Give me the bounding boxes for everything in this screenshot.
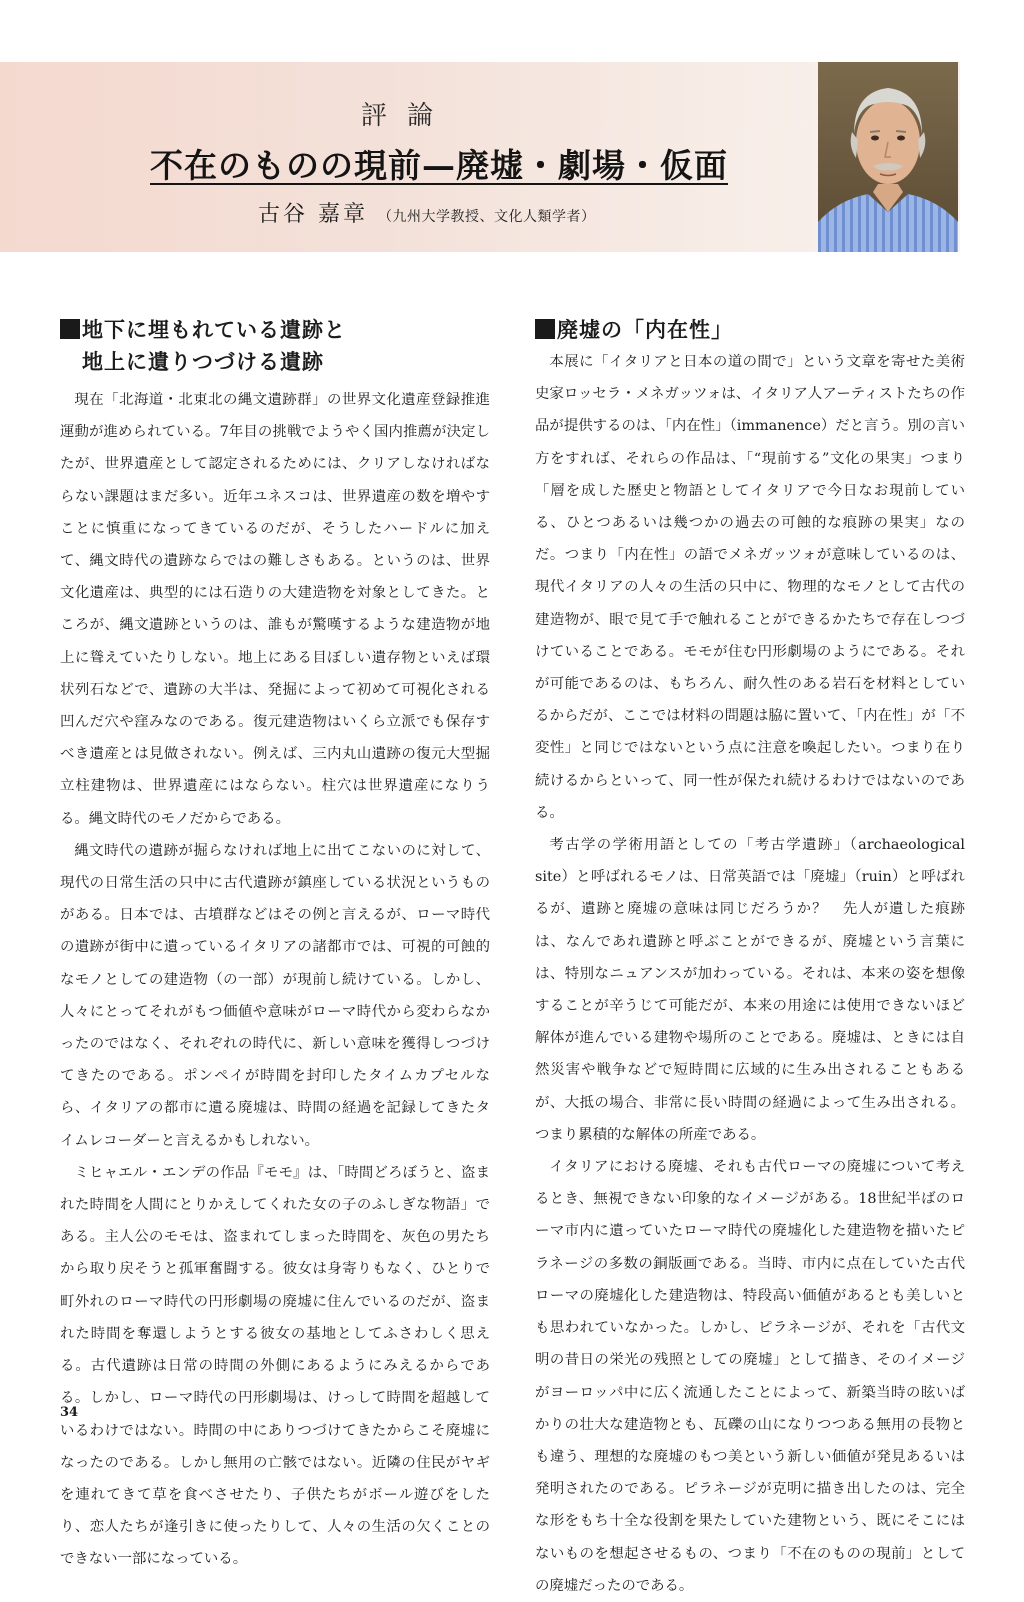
paragraph: 縄文時代の遺跡が掘らなければ地上に出てこないのに対して、現代の日常生活の只中に古代遺跡が鎮座している状況というものがある。日本では、古墳群などはその例と言えるが、ローマ時代の遺跡が街中に遺っているイタリアの諸都市では、可視的可蝕的なモノとしての建造物（の一部）が現前し続けている。しかし、人々にとってそれがもつ価値や意味がローマ時代から変わらなかったのではなく、それぞれの時代に、新しい意味を獲得しつづけてきたのである。ポンペイが時間を封印したタイムカプセルなら、イタリアの都市に遺る廃墟は、時間の経過を記録してきたタイムレコーダーと言えるかもしれない。 xyxy=(60,842,490,1149)
author-name: 古谷 嘉章 xyxy=(258,202,368,227)
black-square-icon xyxy=(535,319,555,339)
section-heading-line1: 地下に埋もれている遺跡と xyxy=(82,317,346,342)
black-square-icon xyxy=(60,319,80,339)
right-column xyxy=(535,314,965,1602)
paragraph: 本展に「イタリアと日本の道の間で」という文章を寄せた美術史家ロッセラ・メネガッツォは、イタリア人アーティストたちの作品が提供するのは、「内在性」（immanence）だと言う。別の言い方をすれば、それらの作品は、「“現前する”文化の果実」つまり「層を成した歴史と物語としてイタリアで今日なお現前している、ひとつあるいは幾つかの過去の可蝕的な痕跡の果実」なのだ。つまり「内在性」の語でメネガッツォが意味しているのは、現代イタリアの人々の生活の只中に、物理的なモノとして古代の建造物が、眼で見て手で触れることができるかたちで存在しつづけていることである。モモが住む円形劇場のようにである。それが可能であるのは、もちろん、耐久性のある岩石を材料としているからだが、ここでは材料の問題は脇に置いて、「内在性」が「不変性」と同じではないという点に注意を喚起したい。つまり在り続けるからといって、同一性が保たれ続けるわけではないのである。 xyxy=(535,354,965,821)
author-affiliation: （九州大学教授、文化人類学者） xyxy=(378,209,596,225)
section-heading-buried-sites xyxy=(60,314,490,378)
left-column xyxy=(60,314,490,1576)
page-number: 34 xyxy=(60,1405,79,1420)
section-heading-line2: 地上に遺りつづける遺跡 xyxy=(82,349,324,374)
paragraph: 現在「北海道・北東北の縄文遺跡群」の世界文化遺産登録推進運動が進められている。7年目の挑戦でようやく国内推薦が決定したが、世界遺産として認定されるためには、クリアしなければならない課題はまだ多い。近年ユネスコは、世界遺産の数を増やすことに慎重になってきているのだが、そうしたハードルに加えて、縄文時代の遺跡ならではの難しさもある。というのは、世界文化遺産は、典型的には石造りの大建造物を対象としてきた。ところが、縄文遺跡というのは、誰もが驚嘆するような建造物が地上に聳えていたりしない。地上にある目ぼしい遺存物といえば環状列石などで、遺跡の大半は、発掘によって初めて可視化される凹んだ穴や窪みなのである。復元建造物はいくら立派でも保存すべき遺産とは見做されない。例えば、三内丸山遺跡の復元大型掘立柱建物は、世界遺産にはならない。柱穴は世界遺産になりうる。縄文時代のモノだからである。 xyxy=(60,392,490,827)
section-heading-immanence xyxy=(535,314,965,346)
article-title: 不在のものの現前—廃墟・劇場・仮面 xyxy=(150,146,728,185)
paragraph: ミヒャエル・エンデの作品『モモ』は、「時間どろぼうと、盗まれた時間を人間にとりかえしてくれた女の子のふしぎな物語」である。主人公のモモは、盗まれてしまった時間を、灰色の男たちから取り戻そうと孤軍奮闘する。彼女は身寄りもなく、ひとりで町外れのローマ時代の円形劇場の廃墟に住んでいるのだが、盗まれた時間を奪還しようとする彼女の基地としてふさわしく思える。古代遺跡は日常の時間の外側にあるようにみえるからである。しかし、ローマ時代の円形劇場は、けっして時間を超越しているわけではない。時間の中にありつづけてきたからこそ廃墟になったのである。しかし無用の亡骸ではない。近隣の住民がヤギを連れてきて草を食べさせたり、子供たちがボール遊びをしたり、恋人たちが逢引きに使ったりして、人々の生活の欠くことのできない一部になっている。 xyxy=(60,1164,490,1568)
section-heading-text: 廃墟の「内在性」 xyxy=(557,317,733,342)
author-photo xyxy=(818,62,958,252)
article-kicker: 評 論 xyxy=(360,101,440,131)
paragraph: イタリアにおける廃墟、それも古代ローマの廃墟について考えるとき、無視できない印象的なイメージがある。18世紀半ばのローマ市内に遺っていたローマ時代の廃墟化した建造物を描いたピラネージの多数の銅版画である。当時、市内に点在していた古代ローマの廃墟化した建造物は、特段高い価値があるとも美しいとも思われていなかった。しかし、ピラネージが、それを「古代文明の昔日の栄光の残照としての廃墟」として描き、そのイメージがヨーロッパ中に広く流通したことによって、新築当時の眩いばかりの壮大な建造物とも、瓦礫の山になりつつある無用の長物とも違う、理想的な廃墟のもつ美という新しい価値が発見あるいは発明されたのである。ピラネージが克明に描き出したのは、完全な形をもち十全な役割を果たしていた建物という、既にそこにはないものを想起させるもの、つまり「不在のものの現前」としての廃墟だったのである。 xyxy=(535,1159,965,1594)
byline xyxy=(258,197,596,228)
paragraph: 考古学の学術用語としての「考古学遺跡」（archaeological site）と呼ばれるモノは、日常英語では「廃墟」（ruin）と呼ばれるが、遺跡と廃墟の意味は同じだろうか？ 先人が遺した痕跡は、なんであれ遺跡と呼ぶことができるが、廃墟という言葉には、特別なニュアンスが加わっている。それは、本来の姿を想像することが辛うじて可能だが、本来の用途には使用できないほど解体が進んでいる建物や場所のことである。廃墟は、ときには自然災害や戦争などで短時間に広域的に生み出されることもあるが、大抵の場合、非常に長い時間の経過によって生み出される。つまり累積的な解体の所産である。 xyxy=(535,837,965,1143)
